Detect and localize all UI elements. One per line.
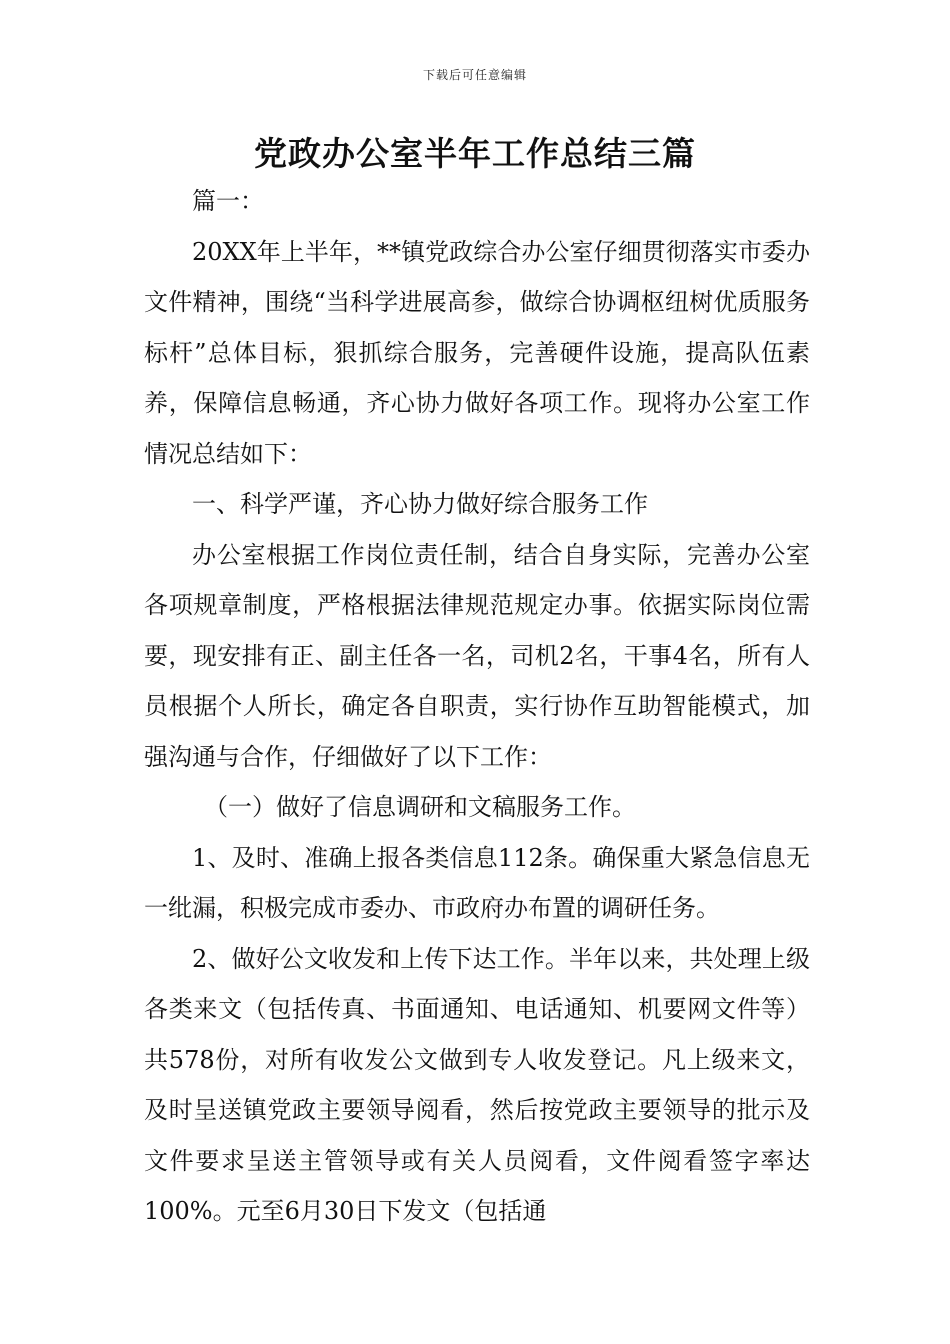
body-paragraph: 办公室根据工作岗位责任制，结合自身实际，完善办公室各项规章制度，严格根据法律规范规定办事。依据实际岗位需要，现安排有正、副主任各一名，司机2名，干事4名，所有人员根据个人所长，确定各自职责，实行协作互助智能模式，加强沟通与合作，仔细做好了以下工作： xyxy=(144,540,810,771)
list-item-paragraph: 1、及时、准确上报各类信息112条。确保重大紧急信息无一纰漏，积极完成市委办、市政府办布置的调研任务。 xyxy=(144,843,810,922)
subsection-heading: （一）做好了信息调研和文稿服务工作。 xyxy=(204,793,636,821)
section-label: 篇一： xyxy=(192,187,264,215)
list-item-paragraph: 2、做好公文收发和上传下达工作。半年以来，共处理上级各类来文（包括传真、书面通知、电话通知、机要网文件等）共578份，对所有收发公文做到专人收发登记。凡上级来文，及时呈送镇党政主要领导阅看，然后按党政主要领导的批示及文件要求呈送主管领导或有关人员阅看，文件阅看签字率达100%。元至6月30日下发文（包括通 xyxy=(144,944,810,1225)
header-note: 下载后可任意编辑 xyxy=(422,68,527,82)
section-heading: 一、科学严谨，齐心协力做好综合服务工作 xyxy=(192,490,648,518)
intro-paragraph: 20XX年上半年，**镇党政综合办公室仔细贯彻落实市委办文件精神，围绕“当科学进展高参，做综合协调枢纽树优质服务标杆”总体目标，狠抓综合服务，完善硬件设施，提高队伍素养，保障信息畅通，齐心协力做好各项工作。现将办公室工作情况总结如下： xyxy=(144,237,810,468)
document-body xyxy=(144,176,810,1237)
document-title: 党政办公室半年工作总结三篇 xyxy=(254,134,696,173)
